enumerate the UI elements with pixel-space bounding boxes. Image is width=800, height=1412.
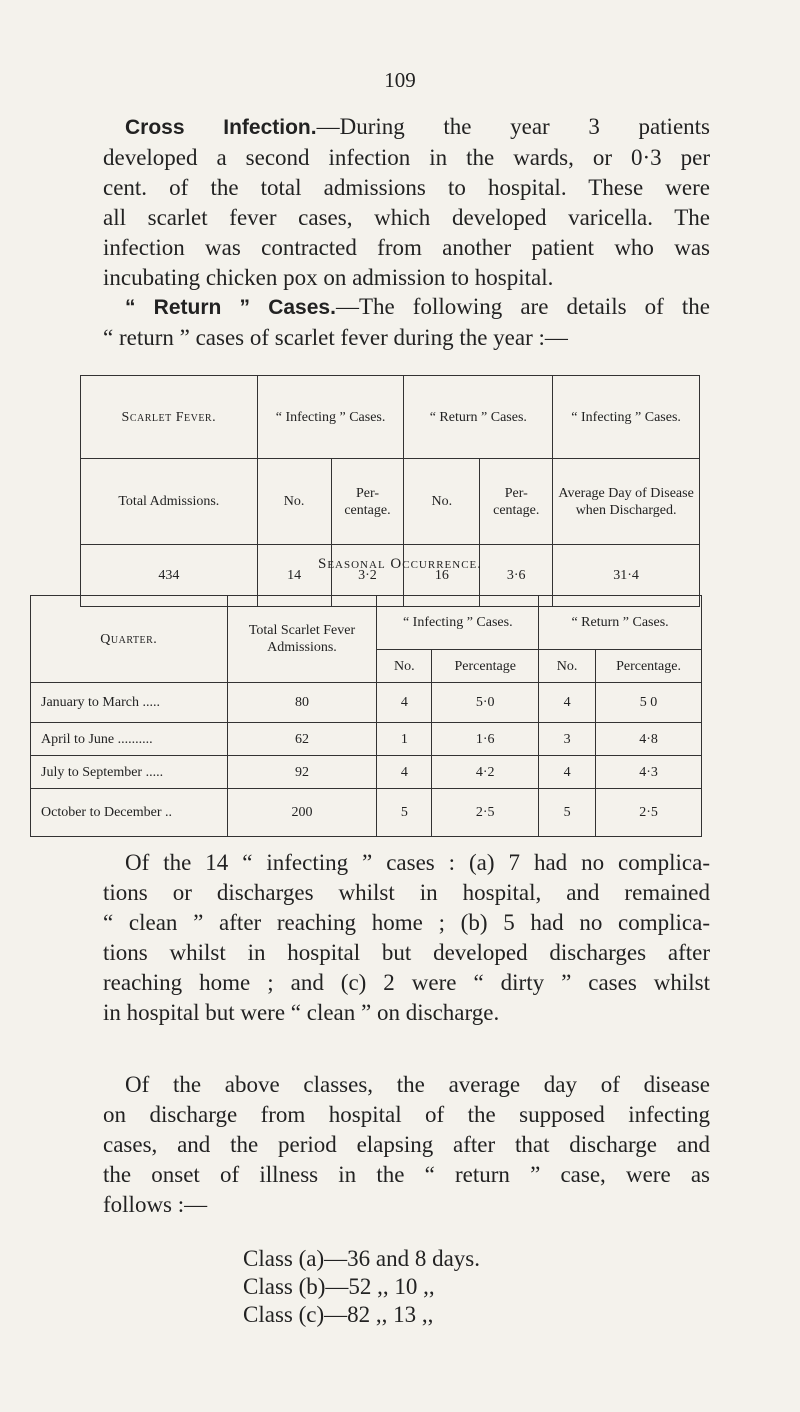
- cell-inf-pct: 2·5: [432, 789, 539, 837]
- page-number: 109: [384, 68, 416, 92]
- return-cases-line-1: [103, 292, 710, 323]
- table-row: [31, 683, 702, 723]
- table-row: [31, 723, 702, 756]
- classes-list: [243, 1245, 480, 1329]
- subheader-no: No.: [377, 650, 432, 683]
- cross-infection-paragraph: [103, 112, 710, 293]
- seasonal-table: [30, 595, 702, 837]
- subheader-percentage: Per- centage.: [480, 459, 553, 545]
- cell-inf-pct: 5·0: [432, 683, 539, 723]
- header-return-cases: “ Return ” Cases.: [539, 596, 702, 650]
- cross-infection-text: —During the year 3 patients: [316, 114, 710, 139]
- paragraph-line: the onset of illness in the “ return ” case, were as: [103, 1162, 710, 1187]
- paragraph-line: in hospital but were “ clean ” on discharge.: [103, 1000, 500, 1025]
- header-scarlet-fever: Scarlet Fever.: [81, 376, 258, 459]
- paragraph-line: developed a second infection in the wards, or 0·3 per: [103, 145, 710, 170]
- cell-total: 92: [227, 756, 377, 789]
- class-a-line: Class (a)—36 and 8 days.: [243, 1246, 480, 1271]
- seasonal-caption: Seasonal Occurrence.: [317, 556, 483, 572]
- cell-ret-pct: 2·5: [596, 789, 702, 837]
- return-cases-text: —The following are details of the: [335, 294, 710, 319]
- cell-inf-no: 5: [377, 789, 432, 837]
- cell-ret-no: 3: [539, 723, 596, 756]
- cell-ret-pct: 4·8: [596, 723, 702, 756]
- header-infecting-cases: “ Infecting ” Cases.: [257, 376, 404, 459]
- subheader-average-day: Average Day of Disease when Discharged.: [553, 459, 700, 545]
- cell-inf-no: 4: [377, 756, 432, 789]
- infecting-cases-paragraph: [103, 848, 710, 1028]
- cell-total: 62: [227, 723, 377, 756]
- cell-average-day: 31·4: [553, 545, 700, 607]
- cell-infecting-no: 14: [257, 545, 331, 607]
- header-infecting-cases: “ Infecting ” Cases.: [377, 596, 539, 650]
- cell-ret-pct: 4·3: [596, 756, 702, 789]
- paragraph-line: cases, and the period elapsing after that discharge and: [103, 1132, 710, 1157]
- header-return-cases: “ Return ” Cases.: [404, 376, 553, 459]
- paragraph-line: tions or discharges whilst in hospital, and remained: [103, 880, 710, 905]
- subheader-percentage: Per- centage.: [331, 459, 404, 545]
- subheader-percentage: Percentage.: [596, 650, 702, 683]
- cell-return-pct: 3·6: [480, 545, 553, 607]
- cell-inf-no: 4: [377, 683, 432, 723]
- cell-total: 200: [227, 789, 377, 837]
- average-day-paragraph: [103, 1070, 710, 1220]
- subheader-total-admissions: Total Admissions.: [81, 459, 258, 545]
- cell-inf-pct: 1·6: [432, 723, 539, 756]
- cell-ret-no: 4: [539, 683, 596, 723]
- return-cases-heading: “ Return ” Cases.: [125, 296, 336, 319]
- paragraph-line: tions whilst in hospital but developed discharges after: [103, 940, 710, 965]
- paragraph-line: on discharge from hospital of the supposed infecting: [103, 1102, 710, 1127]
- cell-inf-pct: 4·2: [432, 756, 539, 789]
- paragraph-line: all scarlet fever cases, which developed varicella. The: [103, 205, 710, 230]
- cell-return-no: 16: [404, 545, 480, 607]
- cell-total-admissions: 434: [81, 545, 258, 607]
- paragraph-line: infection was contracted from another patient who was: [103, 235, 710, 260]
- table-row: [31, 756, 702, 789]
- cell-inf-no: 1: [377, 723, 432, 756]
- paragraph-line: Of the 14 “ infecting ” cases : (a) 7 had no complica-: [125, 850, 710, 875]
- cell-quarter: April to June ..........: [31, 723, 228, 756]
- paragraph-line: reaching home ; and (c) 2 were “ dirty ” cases whilst: [103, 970, 710, 995]
- header-total-admissions: Total Scarlet Fever Admissions.: [227, 596, 377, 683]
- cell-total: 80: [227, 683, 377, 723]
- cell-quarter: January to March .....: [31, 683, 228, 723]
- cross-infection-heading: Cross Infection.: [125, 116, 317, 139]
- cell-ret-pct: 5 0: [596, 683, 702, 723]
- paragraph-line: cent. of the total admissions to hospital. These were: [103, 175, 710, 200]
- subheader-percentage: Percentage: [432, 650, 539, 683]
- return-cases-paragraph: [103, 292, 710, 353]
- subheader-no: No.: [539, 650, 596, 683]
- cell-ret-no: 5: [539, 789, 596, 837]
- paragraph-line: Of the above classes, the average day of disease: [125, 1072, 710, 1097]
- paragraph-line: incubating chicken pox on admission to hospital.: [103, 265, 554, 290]
- cell-ret-no: 4: [539, 756, 596, 789]
- paragraph-line: “ clean ” after reaching home ; (b) 5 had no complica-: [103, 910, 710, 935]
- subheader-no: No.: [257, 459, 331, 545]
- subheader-no: No.: [404, 459, 480, 545]
- header-infecting-cases-2: “ Infecting ” Cases.: [553, 376, 700, 459]
- table-row: [31, 789, 702, 837]
- cell-quarter: July to September .....: [31, 756, 228, 789]
- paragraph-line: “ return ” cases of scarlet fever during the year :—: [103, 325, 568, 350]
- cell-quarter: October to December ..: [31, 789, 228, 837]
- cross-infection-line-1: [103, 112, 710, 143]
- paragraph-line: follows :—: [103, 1192, 208, 1217]
- class-c-line: Class (c)—82 ,, 13 ,,: [243, 1302, 434, 1327]
- header-quarter: Quarter.: [31, 596, 228, 683]
- cell-infecting-pct: 3·2: [331, 545, 404, 607]
- class-b-line: Class (b)—52 ,, 10 ,,: [243, 1274, 435, 1299]
